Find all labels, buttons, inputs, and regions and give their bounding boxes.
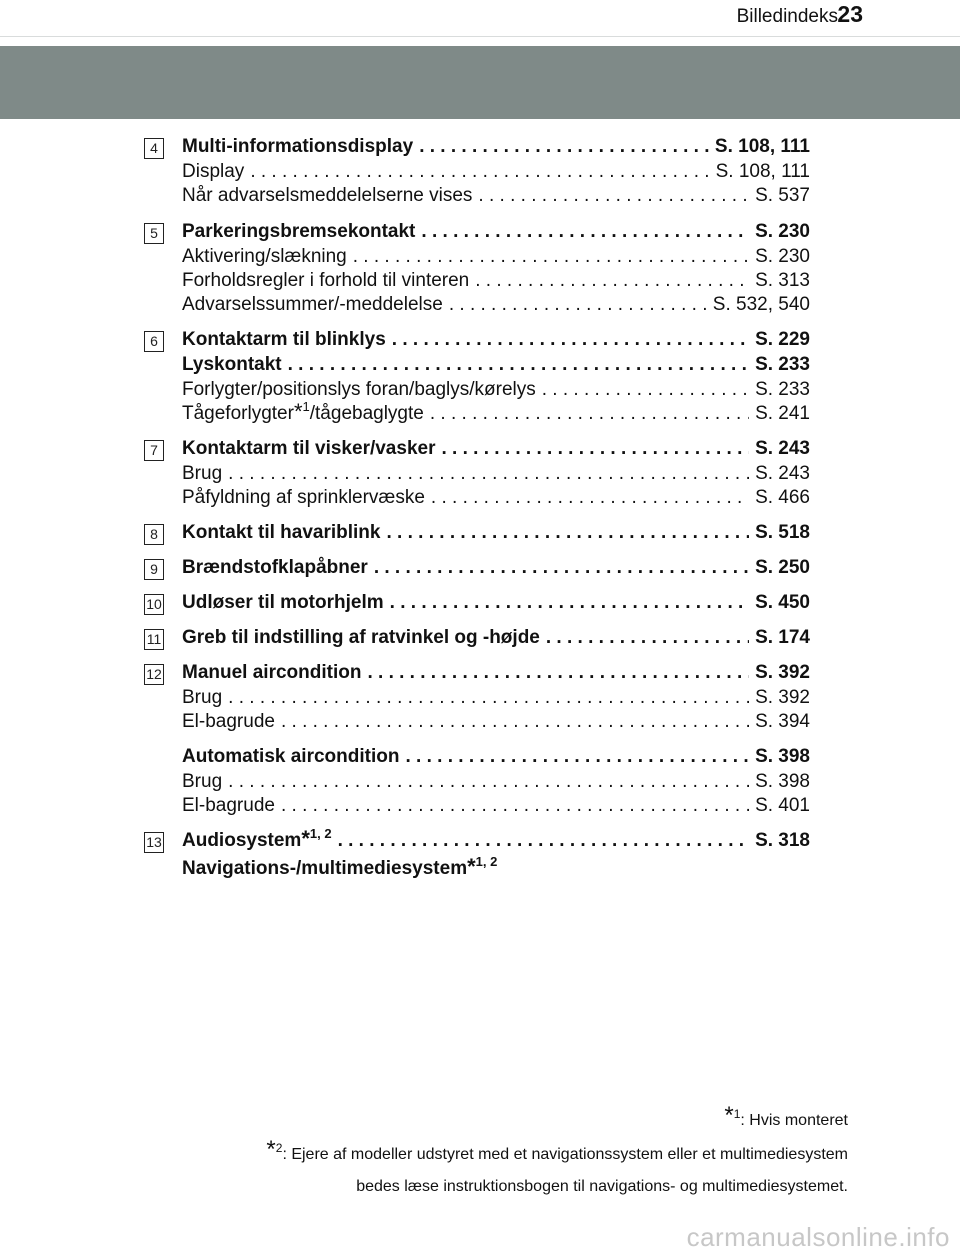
entry-text: Audiosystem [182, 830, 302, 851]
index-entry[interactable] [182, 328, 810, 352]
dot-leader [228, 462, 749, 486]
page-header [0, 0, 960, 37]
entry-text: /tågebaglygte [309, 403, 424, 424]
footnote-star: * [301, 826, 310, 851]
section-number-badge: 8 [144, 524, 164, 545]
page-reference[interactable]: S. 174 [755, 627, 810, 648]
section-number-badge: 13 [144, 832, 164, 853]
footnote-star: * [724, 1102, 734, 1129]
dot-leader [228, 686, 749, 710]
header-title: Billedindeks [736, 6, 838, 27]
dot-leader [546, 626, 749, 650]
entry-label [182, 220, 415, 244]
footnote-marker: 1, 2 [475, 854, 498, 869]
entry-label [182, 826, 332, 853]
footnote-star: * [293, 399, 303, 424]
page-reference[interactable]: S. 537 [755, 185, 810, 206]
page-reference[interactable]: S. 230 [755, 246, 810, 267]
footnote-marker: 1, 2 [309, 826, 332, 841]
dot-leader [228, 770, 749, 794]
page-reference[interactable]: S. 108, 111 [715, 161, 810, 182]
index-entry[interactable] [182, 710, 810, 734]
dot-leader [419, 135, 709, 159]
page-reference[interactable]: S. 250 [755, 557, 810, 578]
dot-leader [475, 269, 749, 293]
entry-text: Manuel aircondition [182, 662, 362, 683]
dot-leader [250, 160, 709, 184]
index-entry[interactable] [182, 160, 810, 184]
footnote-2-continuation: bedes læse instruktionsbogen til navigations- og multimediesystemet. [356, 1178, 848, 1195]
footnote-star: * [467, 854, 476, 879]
index-entry[interactable] [182, 854, 810, 881]
entry-label [182, 794, 275, 818]
dot-leader [390, 591, 749, 615]
entry-label [182, 556, 368, 580]
entry-text: Udløser til motorhjelm [182, 592, 384, 613]
entry-label [182, 770, 222, 794]
section-number-badge: 7 [144, 440, 164, 461]
dot-leader [338, 829, 750, 853]
entry-label [182, 328, 386, 352]
page-reference[interactable]: S. 318 [755, 830, 810, 851]
dot-leader [281, 710, 749, 734]
page-reference[interactable]: S. 243 [755, 463, 810, 484]
dot-leader [449, 293, 707, 317]
footnote-2 [266, 1136, 848, 1164]
watermark: carmanualsonline.info [686, 1222, 950, 1252]
dot-leader [386, 521, 749, 545]
entry-text: Brug [182, 463, 223, 484]
index-entry[interactable] [182, 269, 810, 293]
page-reference[interactable]: S. 392 [755, 662, 810, 683]
index-entry[interactable] [182, 486, 810, 510]
index-entry[interactable] [182, 135, 810, 159]
page-reference[interactable]: S. 241 [755, 403, 810, 424]
entry-label [182, 269, 469, 293]
index-entry[interactable] [182, 794, 810, 818]
index-entry[interactable] [182, 184, 810, 208]
entry-text: Tågeforlygter [182, 403, 294, 424]
index-entry[interactable] [182, 745, 810, 769]
page-reference[interactable]: S. 398 [755, 746, 810, 767]
section-number-badge: 9 [144, 559, 164, 580]
entry-text: Brug [182, 771, 223, 792]
section-number-badge: 10 [144, 594, 164, 615]
dot-leader [431, 486, 749, 510]
index-entry[interactable] [182, 556, 810, 580]
index-entry[interactable] [182, 686, 810, 710]
index-entry[interactable] [182, 661, 810, 685]
footnote-text: : Hvis monteret [740, 1112, 848, 1129]
page-number: 23 [837, 1, 863, 27]
entry-text: Forlygter/positionslys foran/baglys/kørelys [182, 379, 536, 400]
page-reference[interactable]: S. 229 [755, 329, 810, 350]
entry-text: Advarselssummer/-meddelelse [182, 294, 443, 315]
page-reference[interactable]: S. 398 [755, 771, 810, 792]
page-reference[interactable]: S. 450 [755, 592, 810, 613]
entry-label [182, 353, 282, 377]
entry-label [182, 245, 347, 269]
entry-label [182, 745, 399, 769]
entry-text: Kontaktarm til blinklys [182, 329, 386, 350]
entry-text: El-bagrude [182, 795, 275, 816]
entry-label [182, 184, 472, 208]
entry-label [182, 378, 536, 402]
entry-text: Greb til indstilling af ratvinkel og -højde [182, 627, 540, 648]
entry-label [182, 521, 380, 545]
page-reference[interactable]: S. 466 [755, 487, 810, 508]
dot-leader [288, 353, 749, 377]
entry-label [182, 626, 540, 650]
entry-label [182, 661, 361, 685]
page-reference[interactable]: S. 230 [755, 221, 810, 242]
entry-label [182, 854, 498, 881]
section-number-badge: 12 [144, 664, 164, 685]
entry-text: Aktivering/slækning [182, 246, 347, 267]
entry-text: Lyskontakt [182, 354, 282, 375]
footnote-1 [724, 1102, 848, 1130]
entry-label [182, 293, 443, 317]
entry-label [182, 591, 384, 615]
entry-text: Når advarselsmeddelelserne vises [182, 185, 473, 206]
dot-leader [542, 378, 749, 402]
page-reference[interactable]: S. 243 [755, 438, 810, 459]
entry-text: El-bagrude [182, 711, 275, 732]
index-entry[interactable] [182, 770, 810, 794]
entry-text: Kontaktarm til visker/vasker [182, 438, 436, 459]
dot-leader [421, 220, 749, 244]
footnote-marker: 1 [733, 1107, 741, 1121]
dot-leader [353, 245, 749, 269]
footnote-marker: 2 [275, 1141, 283, 1155]
section-number-badge: 6 [144, 331, 164, 352]
footnote-star: * [266, 1136, 276, 1163]
index-entry[interactable] [182, 399, 810, 426]
page-reference[interactable]: S. 233 [755, 354, 810, 375]
entry-label [182, 462, 222, 486]
entry-label [182, 135, 413, 159]
dot-leader [374, 556, 749, 580]
entry-text: Påfyldning af sprinklervæske [182, 487, 425, 508]
entry-text: Navigations-/multimediesystem [182, 858, 468, 879]
entry-text: Brændstofklapåbner [182, 557, 368, 578]
index-entry[interactable] [182, 462, 810, 486]
index-entry[interactable] [182, 245, 810, 269]
footnote-text: : Ejere af modeller udstyret med et navigationssystem eller et multimediesystem [282, 1146, 848, 1163]
page-reference[interactable]: S. 233 [755, 379, 810, 400]
entry-label [182, 399, 424, 426]
index-entry[interactable] [182, 521, 810, 545]
page-reference[interactable]: S. 532, 540 [712, 294, 810, 315]
page-reference[interactable]: S. 108, 111 [714, 136, 810, 157]
entry-text: Kontakt til havariblink [182, 522, 381, 543]
entry-text: Multi-informationsdisplay [182, 136, 414, 157]
entry-text: Forholdsregler i forhold til vinteren [182, 270, 470, 291]
entry-text: Automatisk aircondition [182, 746, 400, 767]
entry-label [182, 160, 244, 184]
index-entry[interactable] [182, 220, 810, 244]
entry-label [182, 437, 435, 461]
entry-text: Parkeringsbremsekontakt [182, 221, 416, 242]
entry-label [182, 686, 222, 710]
dot-leader [405, 745, 749, 769]
index-entry[interactable] [182, 293, 810, 317]
dot-leader [430, 402, 749, 426]
page-reference[interactable]: S. 394 [755, 711, 810, 732]
index-entry[interactable] [182, 591, 810, 615]
index-entry[interactable] [182, 826, 810, 853]
section-number-badge: 5 [144, 223, 164, 244]
header-band [0, 46, 960, 119]
page-reference[interactable]: S. 401 [755, 795, 810, 816]
dot-leader [367, 661, 749, 685]
dot-leader [392, 328, 749, 352]
entry-label [182, 710, 275, 734]
entry-text: Brug [182, 687, 223, 708]
dot-leader [478, 184, 749, 208]
index-entry[interactable] [182, 626, 810, 650]
entry-label [182, 486, 425, 510]
section-number-badge: 4 [144, 138, 164, 159]
page-reference[interactable]: S. 518 [755, 522, 810, 543]
page-reference[interactable]: S. 313 [755, 270, 810, 291]
entry-text: Display [182, 161, 245, 182]
page-reference[interactable]: S. 392 [755, 687, 810, 708]
footnote-marker: 1 [302, 399, 310, 414]
index-entry[interactable] [182, 378, 810, 402]
section-number-badge: 11 [144, 629, 164, 650]
dot-leader [441, 437, 749, 461]
index-entry[interactable] [182, 353, 810, 377]
index-entry[interactable] [182, 437, 810, 461]
dot-leader [281, 794, 749, 818]
